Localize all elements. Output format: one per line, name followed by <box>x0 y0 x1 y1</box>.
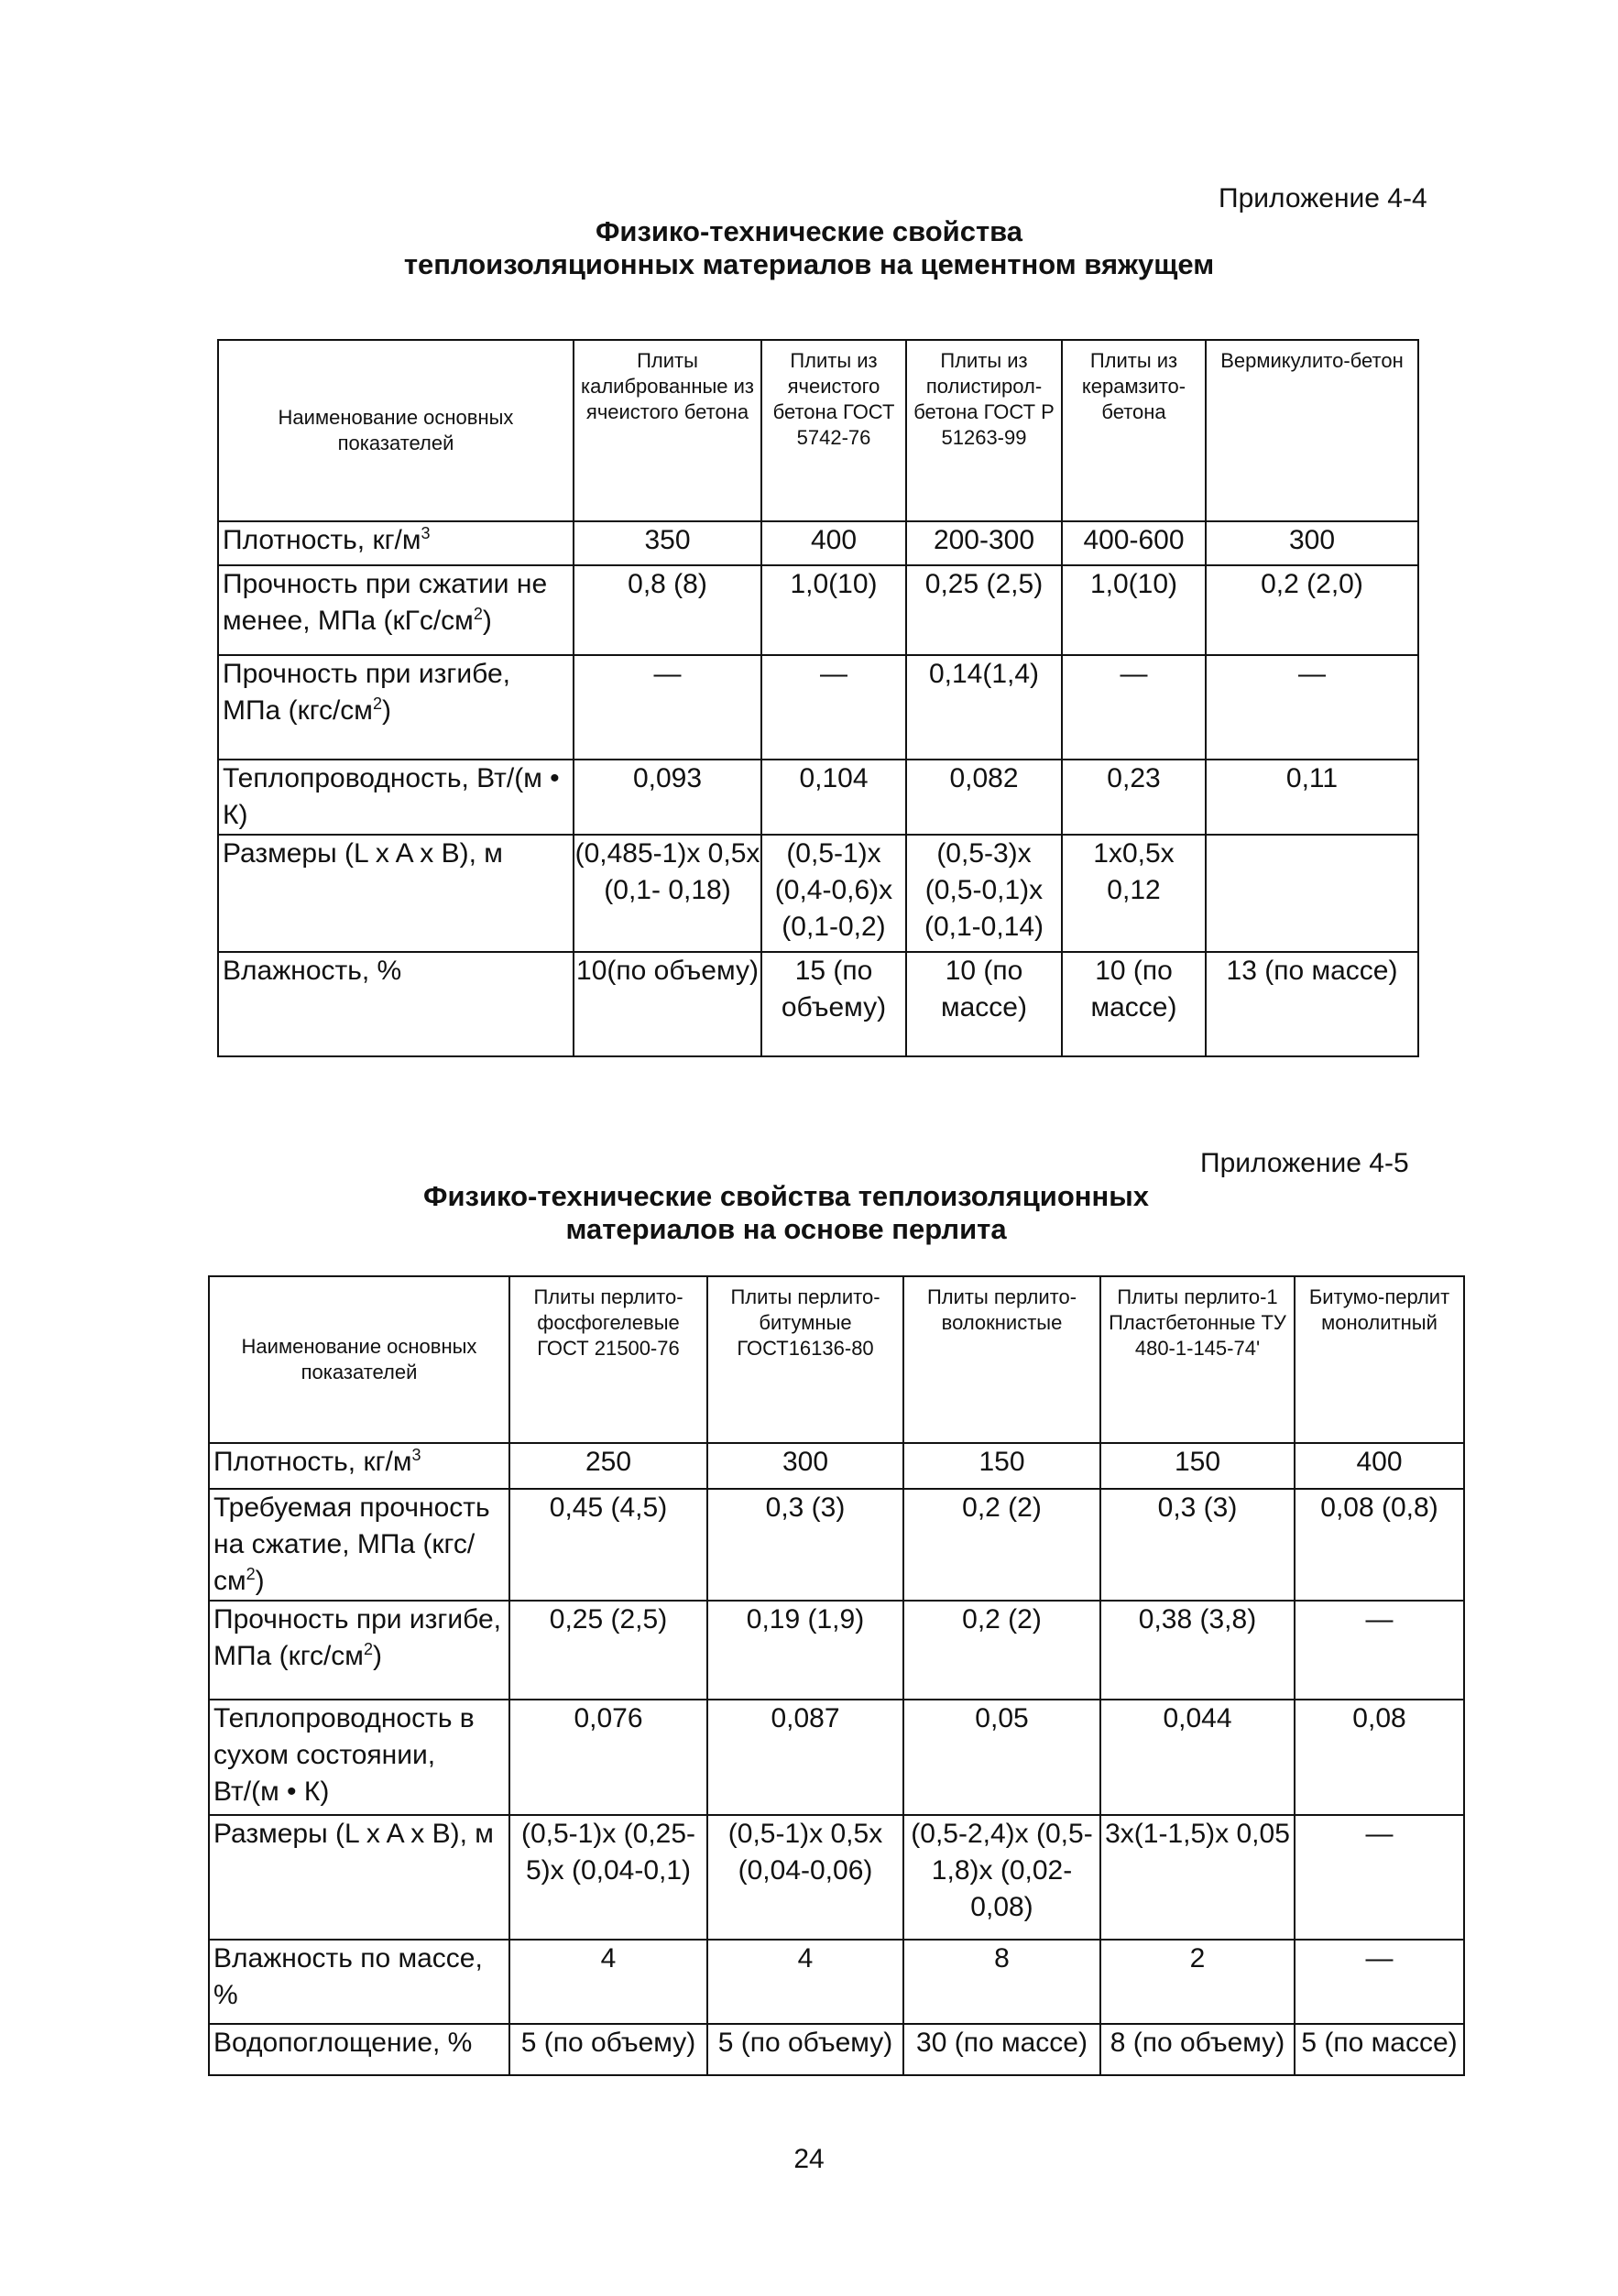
table-row <box>209 1940 1464 2024</box>
cell-value: (0,5-2,4)х (0,5-1,8)х (0,02-0,08) <box>911 1819 1093 1922</box>
cell-value: 400-600 <box>1083 525 1185 555</box>
table-cell <box>1100 1443 1295 1489</box>
table-cell <box>509 1601 707 1700</box>
table-cell <box>906 835 1062 952</box>
row-label-text: Теплопроводность в сухом состоянии, Вт/(м • К) <box>213 1703 475 1807</box>
column-header: Наименование основных показателей <box>218 340 574 521</box>
cell-value: 0,25 (2,5) <box>549 1604 668 1635</box>
cell-value: 30 (по массе) <box>916 2028 1088 2058</box>
row-label <box>209 2024 509 2075</box>
row-label-suffix: ) <box>255 1566 265 1596</box>
cell-value: 2 <box>1189 1943 1206 1973</box>
table-cell <box>903 1443 1100 1489</box>
row-label-text: Прочность при изгибе, МПа (кгс/см <box>213 1604 501 1671</box>
table-cell <box>574 835 761 952</box>
table-cell <box>903 2024 1100 2075</box>
properties-table-perlite <box>208 1275 1465 2076</box>
table-cell <box>1295 1940 1464 2024</box>
column-header: Битумо-перлит монолитный <box>1295 1276 1464 1443</box>
column-header: Плиты перлито-волокнистые <box>903 1276 1100 1443</box>
table-row <box>209 1489 1464 1601</box>
column-header: Плиты перлито-фосфогелевые ГОСТ 21500-76 <box>509 1276 707 1443</box>
table-row <box>209 1601 1464 1700</box>
column-header: Плиты калиброванные из ячеистого бетона <box>574 340 761 521</box>
table-row <box>209 1815 1464 1940</box>
cell-value: 10(по объему) <box>576 956 759 986</box>
row-label-text: Плотность, кг/м <box>213 1447 412 1477</box>
row-label <box>209 1940 509 2024</box>
properties-table-cement <box>217 339 1419 1057</box>
table-title-line: теплоизоляционных материалов на цементном вяжущем <box>403 248 1215 280</box>
cell-value: 300 <box>782 1447 829 1477</box>
cell-value: 1х0,5х 0,12 <box>1093 838 1175 905</box>
table-cell <box>1100 1489 1295 1601</box>
table-row <box>218 760 1418 835</box>
cell-value: 13 (по массе) <box>1226 956 1398 986</box>
table-cell <box>1206 835 1418 952</box>
row-label <box>218 835 574 952</box>
cell-value: 150 <box>1174 1447 1221 1477</box>
row-label-text: Требуемая прочность на сжатие, МПа (кгс/см <box>213 1492 490 1596</box>
table-cell <box>1206 760 1418 835</box>
cell-value: 0,2 (2,0) <box>1261 569 1363 599</box>
table-header-row <box>218 340 1418 521</box>
cell-value: 200-300 <box>933 525 1035 555</box>
table-cell <box>761 655 906 760</box>
cell-value: 0,38 (3,8) <box>1138 1604 1257 1635</box>
table-cell <box>574 521 761 565</box>
cell-value: (0,5-1)х (0,4-0,6)х (0,1-0,2) <box>774 838 893 942</box>
table-cell <box>509 1940 707 2024</box>
cell-value: (0,485-1)х 0,5х (0,1- 0,18) <box>574 838 760 905</box>
cell-value: 0,093 <box>632 763 703 793</box>
table-cell <box>707 1700 903 1815</box>
column-header: Плиты перлито-1 Пластбетонные ТУ 480-1-145-74' <box>1100 1276 1295 1443</box>
table-cell <box>1295 1443 1464 1489</box>
cell-value: 0,082 <box>949 763 1019 793</box>
cell-value: 250 <box>585 1447 632 1477</box>
table-cell <box>1206 565 1418 655</box>
table-row <box>218 655 1418 760</box>
cell-value: 0,2 (2) <box>962 1492 1042 1523</box>
cell-value: 0,104 <box>799 763 869 793</box>
table-cell <box>574 655 761 760</box>
cell-value: 5 (по объему) <box>717 2028 893 2058</box>
table-cell <box>761 521 906 565</box>
row-label <box>209 1443 509 1489</box>
table-cell <box>1100 1815 1295 1940</box>
table-title <box>0 215 1618 281</box>
row-label <box>218 565 574 655</box>
table-cell <box>1062 565 1206 655</box>
cell-value: 5 (по массе) <box>1301 2028 1458 2058</box>
superscript: 2 <box>363 1640 373 1658</box>
cell-value: 0,11 <box>1285 763 1339 793</box>
row-label-text: Влажность, % <box>223 956 402 986</box>
cell-value: 3х(1-1,5)х 0,05 <box>1105 1819 1290 1849</box>
superscript: 3 <box>411 1446 421 1464</box>
table-cell <box>1100 1601 1295 1700</box>
cell-value: 4 <box>797 1943 814 1973</box>
cell-value: 400 <box>810 525 858 555</box>
cell-value: 5 (по объему) <box>520 2028 696 2058</box>
cell-value: 0,25 (2,5) <box>924 569 1044 599</box>
cell-value: 4 <box>600 1943 617 1973</box>
cell-value: 0,05 <box>975 1703 1029 1733</box>
table-cell <box>903 1700 1100 1815</box>
cell-value: 0,087 <box>771 1703 840 1733</box>
cell-value: 150 <box>978 1447 1025 1477</box>
cell-value: 8 (по объему) <box>1110 2028 1285 2058</box>
table-cell <box>903 1940 1100 2024</box>
appendix-label: Приложение 4-4 <box>1219 183 1427 213</box>
table-row <box>218 835 1418 952</box>
table-cell <box>761 835 906 952</box>
table-row <box>218 952 1418 1056</box>
row-label-text: Прочность при сжатии не менее, МПа (кГс/см <box>223 569 548 636</box>
table-cell <box>761 952 906 1056</box>
table-cell <box>903 1815 1100 1940</box>
column-header: Наименование основных показателей <box>209 1276 509 1443</box>
table-cell <box>1295 1700 1464 1815</box>
cell-value: 400 <box>1356 1447 1403 1477</box>
cell-value: 0,3 (3) <box>1157 1492 1238 1523</box>
table-cell <box>707 2024 903 2075</box>
table-title-line: материалов на основе перлита <box>565 1213 1007 1245</box>
cell-value: 0,044 <box>1163 1703 1232 1733</box>
table-cell <box>906 760 1062 835</box>
cell-value: — <box>1365 1943 1394 1973</box>
column-header: Плиты из полистирол-бетона ГОСТ Р 51263-99 <box>906 340 1062 521</box>
cell-value: 0,8 (8) <box>628 569 707 599</box>
table-cell <box>1100 1700 1295 1815</box>
superscript: 2 <box>246 1565 256 1583</box>
row-label <box>209 1601 509 1700</box>
table-cell <box>1062 760 1206 835</box>
cell-value: 0,19 (1,9) <box>746 1604 865 1635</box>
row-label <box>209 1489 509 1601</box>
table-cell <box>509 1700 707 1815</box>
cell-value: 300 <box>1288 525 1336 555</box>
table-cell <box>906 565 1062 655</box>
cell-value: 0,23 <box>1107 763 1161 793</box>
cell-value: (0,5-1)х 0,5х (0,04-0,06) <box>727 1819 883 1886</box>
cell-value: 1,0(10) <box>790 569 878 599</box>
table-cell <box>707 1815 903 1940</box>
cell-value: 0,08 <box>1352 1703 1406 1733</box>
table-title-line: Физико-технические свойства теплоизоляционных <box>423 1180 1149 1212</box>
table-row <box>209 1443 1464 1489</box>
page-number: 24 <box>793 2144 825 2174</box>
row-label-text: Влажность по массе, % <box>213 1943 483 2010</box>
cell-value: 0,076 <box>574 1703 643 1733</box>
table-cell <box>1295 1601 1464 1700</box>
cell-value: — <box>1298 659 1326 689</box>
table-row <box>218 565 1418 655</box>
row-label <box>218 952 574 1056</box>
cell-value: — <box>1120 659 1148 689</box>
table-cell <box>574 565 761 655</box>
row-label-suffix: ) <box>372 1641 382 1671</box>
table-cell <box>509 1489 707 1601</box>
table-row <box>209 1700 1464 1815</box>
table-cell <box>1100 2024 1295 2075</box>
cell-value: (0,5-3)х (0,5-0,1)х (0,1-0,14) <box>924 838 1044 942</box>
cell-value: 350 <box>644 525 691 555</box>
table-cell <box>1062 952 1206 1056</box>
row-label-text: Плотность, кг/м <box>223 525 421 555</box>
table-cell <box>707 1940 903 2024</box>
cell-value: 0,45 (4,5) <box>549 1492 668 1523</box>
superscript: 2 <box>473 605 483 623</box>
column-header: Плиты из керамзито-бетона <box>1062 340 1206 521</box>
table-cell <box>574 952 761 1056</box>
table-cell <box>906 952 1062 1056</box>
cell-value: 0,3 (3) <box>765 1492 846 1523</box>
table-cell <box>1295 1815 1464 1940</box>
row-label-suffix: ) <box>381 695 391 726</box>
table-row <box>218 521 1418 565</box>
table-cell <box>574 760 761 835</box>
cell-value: 0,14(1,4) <box>928 659 1040 689</box>
cell-value: 0,08 (0,8) <box>1320 1492 1438 1523</box>
table-cell <box>906 521 1062 565</box>
cell-value: — <box>1365 1819 1394 1849</box>
table-title-line: Физико-технические свойства <box>595 215 1023 247</box>
table-cell <box>761 760 906 835</box>
row-label <box>218 760 574 835</box>
table-cell <box>707 1489 903 1601</box>
table-cell <box>1295 2024 1464 2075</box>
column-header: Плиты перлито-битумные ГОСТ16136-80 <box>707 1276 903 1443</box>
cell-value: 10 (по массе) <box>1090 956 1177 1022</box>
appendix-label: Приложение 4-5 <box>1200 1148 1409 1178</box>
cell-value: (0,5-1)х (0,25-5)х (0,04-0,1) <box>520 1819 696 1886</box>
cell-value: 10 (по массе) <box>941 956 1027 1022</box>
table-title <box>0 1180 1595 1246</box>
superscript: 3 <box>421 524 431 542</box>
table-cell <box>761 565 906 655</box>
table-cell <box>707 1443 903 1489</box>
cell-value: — <box>653 659 682 689</box>
table-cell <box>1062 521 1206 565</box>
table-cell <box>1206 655 1418 760</box>
table-cell <box>1062 655 1206 760</box>
row-label <box>218 521 574 565</box>
cell-value: — <box>1365 1604 1394 1635</box>
table-cell <box>903 1601 1100 1700</box>
table-cell <box>1295 1489 1464 1601</box>
cell-value: 0,2 (2) <box>962 1604 1042 1635</box>
row-label <box>218 655 574 760</box>
row-label-text: Прочность при изгибе, МПа (кгс/см <box>223 659 510 726</box>
row-label-text: Теплопроводность, Вт/(м • К) <box>223 763 560 830</box>
table-cell <box>1062 835 1206 952</box>
table-cell <box>1206 521 1418 565</box>
table-cell <box>509 2024 707 2075</box>
table-cell <box>509 1815 707 1940</box>
table-cell <box>707 1601 903 1700</box>
row-label <box>209 1815 509 1940</box>
row-label-text: Размеры (L x A x B), м <box>213 1819 494 1849</box>
cell-value: 15 (по объему) <box>781 956 887 1022</box>
row-label-text: Размеры (L x A x B), м <box>223 838 503 869</box>
column-header: Вермикулито-бетон <box>1206 340 1418 521</box>
row-label <box>209 1700 509 1815</box>
table-cell <box>509 1443 707 1489</box>
table-cell <box>903 1489 1100 1601</box>
cell-value: 1,0(10) <box>1089 569 1178 599</box>
table-row <box>209 2024 1464 2075</box>
column-header: Плиты из ячеистого бетона ГОСТ 5742-76 <box>761 340 906 521</box>
table-cell <box>1100 1940 1295 2024</box>
table-cell <box>1206 952 1418 1056</box>
cell-value: — <box>820 659 847 689</box>
row-label-suffix: ) <box>482 606 492 636</box>
cell-value: 8 <box>994 1943 1010 1973</box>
table-cell <box>906 655 1062 760</box>
superscript: 2 <box>372 694 382 713</box>
table-header-row <box>209 1276 1464 1443</box>
row-label-text: Водопоглощение, % <box>213 2028 473 2058</box>
